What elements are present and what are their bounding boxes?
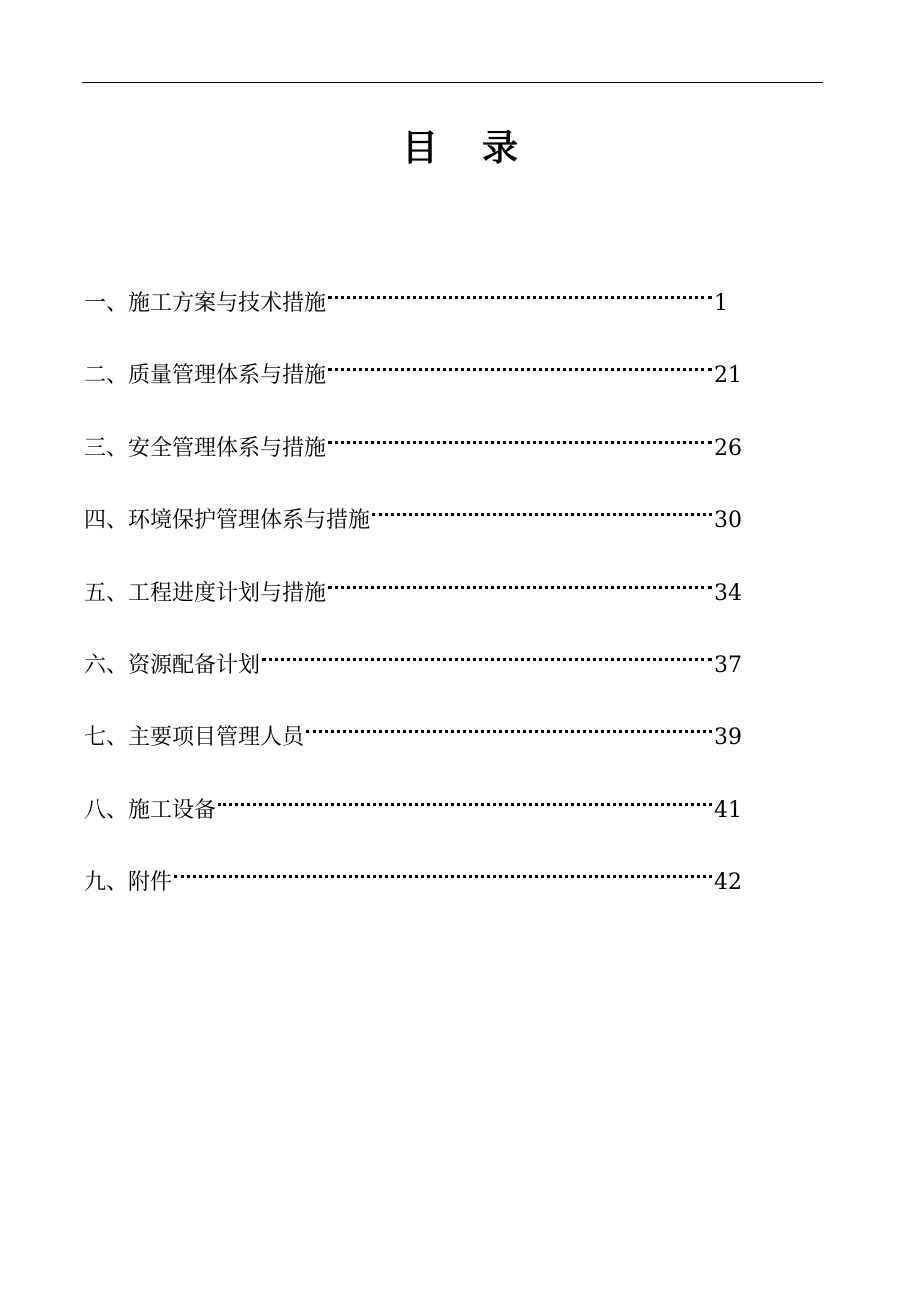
toc-entry-7[interactable] [84, 710, 744, 782]
toc-entry-8[interactable] [84, 783, 744, 855]
toc-leader-dots [328, 348, 712, 382]
toc-entry-page: 21 [714, 363, 742, 389]
toc-leader-dots [218, 783, 712, 817]
toc-entry-page: 39 [714, 725, 742, 751]
toc-leader-dots [328, 566, 712, 600]
toc-entry-label: 九、附件 [84, 870, 173, 896]
toc-leader-dots [372, 493, 712, 527]
toc-entry-page: 42 [714, 870, 742, 896]
toc-entry-page: 41 [714, 797, 742, 823]
toc-entry-4[interactable] [84, 493, 744, 565]
toc-entry-label: 二、质量管理体系与措施 [84, 363, 327, 389]
header-rule [82, 82, 823, 83]
toc-leader-dots [306, 710, 712, 744]
toc-leader-dots [328, 421, 712, 455]
toc-title-char-2: 录 [482, 128, 519, 169]
toc-entry-1[interactable] [84, 276, 744, 348]
toc-entry-6[interactable] [84, 638, 744, 710]
toc-entry-page: 37 [714, 652, 742, 678]
toc-entry-page: 26 [714, 435, 742, 461]
toc-entry-label: 六、资源配备计划 [84, 652, 261, 678]
toc-title-char-1: 目 [401, 128, 438, 169]
toc-leader-dots [174, 855, 712, 889]
toc-entry-label: 四、环境保护管理体系与措施 [84, 508, 371, 534]
toc-entry-9[interactable] [84, 855, 744, 927]
toc-entry-2[interactable] [84, 348, 744, 420]
toc-leader-dots [328, 276, 712, 310]
toc-entry-label: 五、工程进度计划与措施 [84, 580, 327, 606]
toc-entry-5[interactable] [84, 566, 744, 638]
toc-entry-page: 30 [714, 508, 742, 534]
toc-entry-label: 一、施工方案与技术措施 [84, 291, 327, 316]
toc-entry-page: 34 [714, 580, 742, 606]
toc-title [0, 124, 920, 174]
toc-leader-dots [262, 638, 712, 672]
toc-entry-3[interactable] [84, 421, 744, 493]
toc-entry-page: 1 [714, 291, 728, 316]
toc-list [84, 276, 744, 928]
toc-entry-label: 三、安全管理体系与措施 [84, 435, 327, 461]
toc-entry-label: 八、施工设备 [84, 797, 217, 823]
toc-entry-label: 七、主要项目管理人员 [84, 725, 305, 751]
